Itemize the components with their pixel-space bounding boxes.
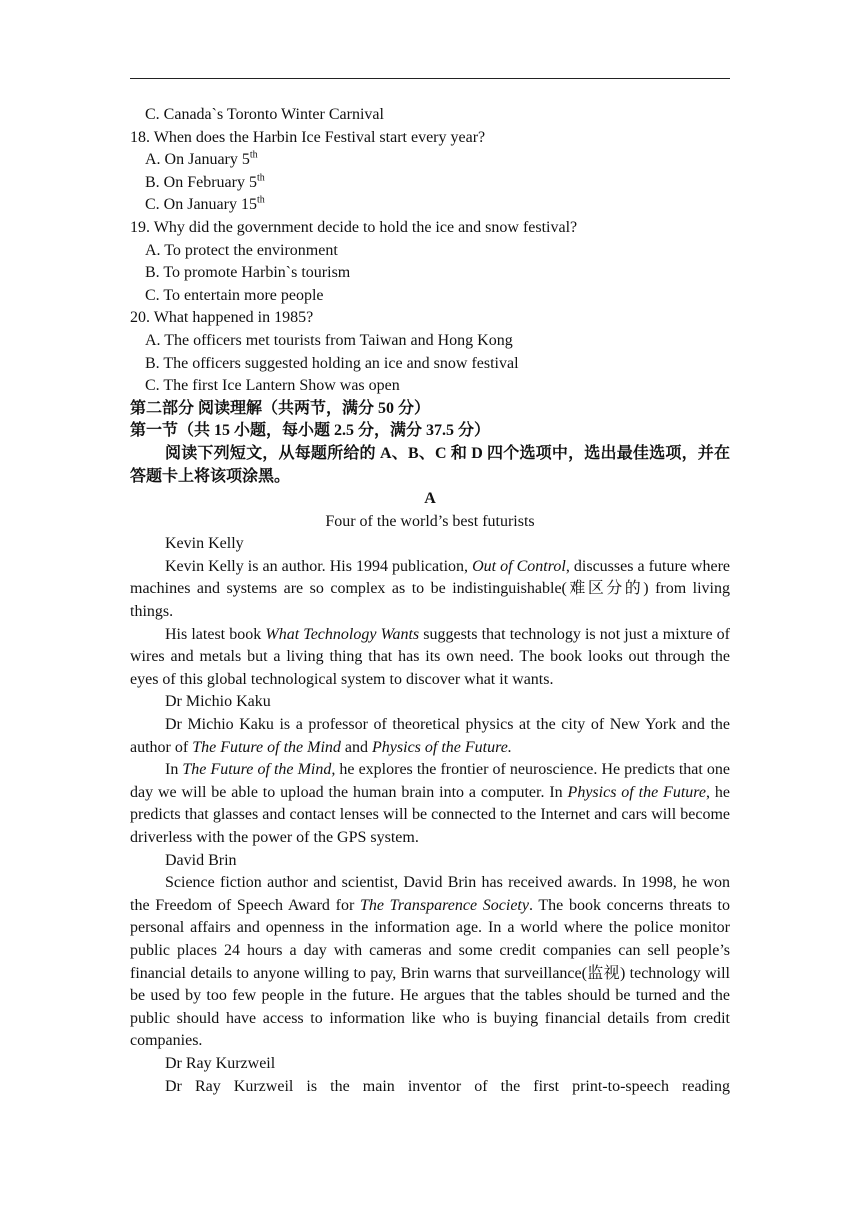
brin-p1-book-title: The Transparence Society xyxy=(359,896,529,914)
kelly-paragraph-1 xyxy=(130,556,730,624)
q18-option-c-text: C. On January 15 xyxy=(145,196,257,214)
q18-option-c-sup: th xyxy=(256,195,265,207)
kelly-p1-book-title: Out of Control xyxy=(472,557,566,575)
q18-option-b-sup: th xyxy=(256,172,265,184)
kaku-p2-text-c: , he predicts that glasses and contact lenses will be connected to the Internet and cars will become driverless with the power of the GPS system. xyxy=(130,783,730,846)
q20-option-c: C. The first Ice Lantern Show was open xyxy=(145,377,400,395)
reading-instruction: 阅读下列短文，从每题所给的 A、B、C 和 D 四个选项中，选出最佳选项，并在答题卡上将该项涂黑。 xyxy=(130,444,730,485)
kurzweil-paragraph-1: Dr Ray Kurzweil is the main inventor of the first print-to-speech reading xyxy=(165,1077,730,1095)
q18-option-a-text: A. On January 5 xyxy=(145,151,250,169)
kelly-p1-text-b: , discusses a future where machines and systems are so complex as to be indistinguishable(难区分的) from living things. xyxy=(130,557,731,621)
kaku-p1-book-title-2: Physics of the Future. xyxy=(372,738,512,756)
kaku-p1-text-a: Dr Michio Kaku is a professor of theoretical physics at the city of New York and the author of xyxy=(130,716,730,756)
header-rule xyxy=(130,78,730,79)
q20-option-a: A. The officers met tourists from Taiwan and Hong Kong xyxy=(145,331,513,349)
q17-option-c: C. Canada`s Toronto Winter Carnival xyxy=(145,106,384,123)
q18-stem: 18. When does the Harbin Ice Festival start every year? xyxy=(130,128,486,146)
passage-title: Four of the world’s best futurists xyxy=(325,512,535,530)
section-one-heading: 第一节（共 15 小题，每小题 2.5 分，满分 37.5 分） xyxy=(130,422,491,440)
q19-option-b: B. To promote Harbin`s tourism xyxy=(145,264,351,282)
part-two-heading: 第二部分 阅读理解（共两节，满分 50 分） xyxy=(130,399,431,417)
kaku-p1-text-mid: and xyxy=(340,738,373,756)
futurist-name-brin: David Brin xyxy=(165,851,237,869)
q18-option-c xyxy=(130,194,730,217)
q19-stem: 19. Why did the government decide to hold the ice and snow festival? xyxy=(130,218,578,236)
brin-paragraph-1 xyxy=(130,872,730,1053)
kelly-p1-text-a: Kevin Kelly is an author. His 1994 publication, xyxy=(165,557,473,575)
q18-option-b-text: B. On February 5 xyxy=(145,173,257,191)
kelly-p2-text-a: His latest book xyxy=(165,625,266,643)
q19-option-a: A. To protect the environment xyxy=(145,241,338,259)
q18-option-a xyxy=(130,149,730,172)
kelly-paragraph-2 xyxy=(130,624,730,692)
brin-p1-text-a: Science fiction author and scientist, David Brin has received awards. In 1998, he won the Freedom of Speech Award for xyxy=(130,874,730,914)
q20-stem: 20. What happened in 1985? xyxy=(130,309,314,327)
kelly-p2-text-b: suggests that technology is not just a mixture of wires and metals but a living thing that has its own need. The book looks out through the eyes of this global technological system to discover what it wants. xyxy=(130,625,731,688)
passage-letter: A xyxy=(424,490,436,508)
q19-option-c: C. To entertain more people xyxy=(145,286,324,304)
kaku-p2-book-title-2: Physics of the Future xyxy=(567,783,707,801)
kaku-paragraph-2 xyxy=(130,759,730,849)
kaku-p2-text-b: he explores the frontier of neuroscience. He predicts that one day we will be able to upload the human brain into a computer. In xyxy=(130,761,731,801)
exam-page xyxy=(130,104,730,1098)
q18-option-b xyxy=(130,172,730,195)
kaku-paragraph-1 xyxy=(130,714,730,759)
q18-option-a-sup: th xyxy=(249,149,258,161)
kaku-p2-book-title-1: The Future of the Mind, xyxy=(182,761,336,779)
kaku-p1-book-title-1: The Future of the Mind xyxy=(192,738,341,756)
q20-option-b: B. The officers suggested holding an ice and snow festival xyxy=(145,354,519,372)
kelly-p2-book-title: What Technology Wants xyxy=(265,625,420,643)
brin-p1-text-b: . The book concerns threats to personal affairs and openness in the information age. In a world where the police monitor public places 24 hours a day with cameras and some credit companies can sell people’s financial details to anyone willing to pay, Brin warns that surveillance(监视) technology will be used by too few people in the future. He argues that the tables should be turned and the public should have access to information like who is buying financial details from credit companies. xyxy=(130,896,731,1050)
futurist-name-kelly: Kevin Kelly xyxy=(165,535,244,553)
futurist-name-kurzweil: Dr Ray Kurzweil xyxy=(165,1054,276,1072)
futurist-name-kaku: Dr Michio Kaku xyxy=(165,693,271,711)
kaku-p2-text-a: In xyxy=(165,761,183,779)
